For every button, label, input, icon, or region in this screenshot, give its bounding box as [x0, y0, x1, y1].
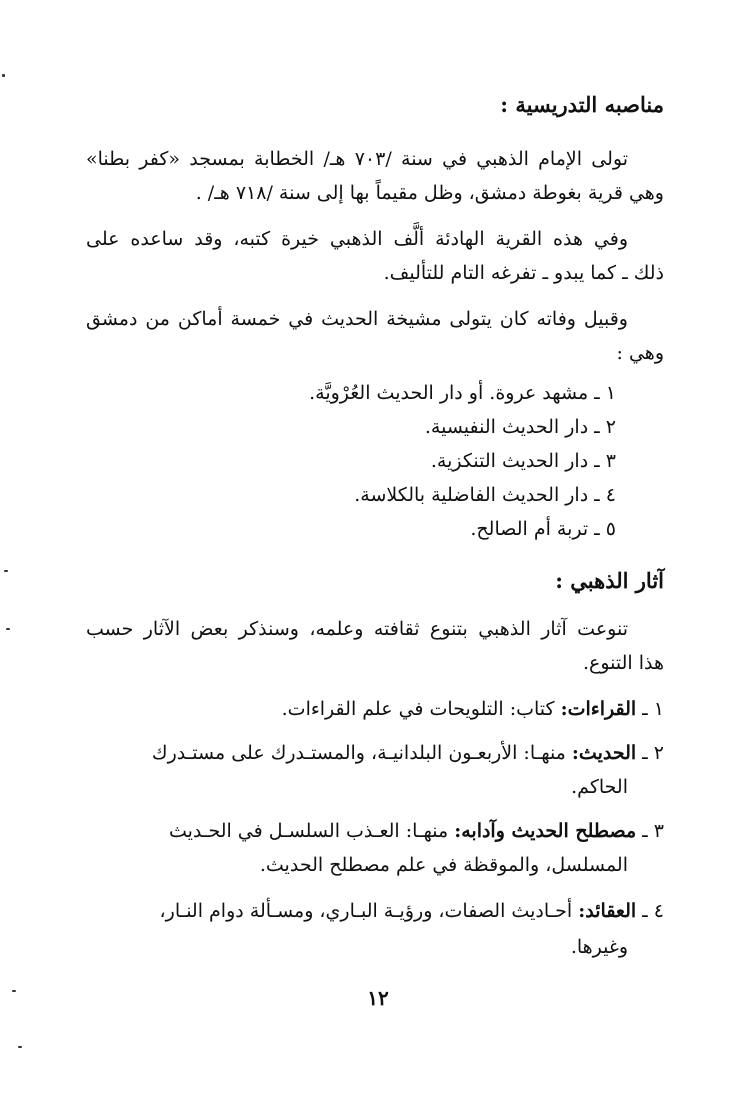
list-item	[86, 376, 616, 410]
works-item-text: كتاب: التلويحات في علم القراءات.	[281, 698, 555, 720]
works-item-continuation: الحاكم.	[571, 776, 628, 798]
list-item-text: مشهد عروة. أو دار الحديث العُرْويَّة.	[309, 382, 589, 404]
paragraph-line: وهي قرية بغوطة دمشق، وظل مقيماً بها إلى سنة /٧١٨ هـ/ .	[195, 182, 664, 204]
works-item-text: منهـا: الأربعـون البلدانيـة، والمستـدرك على مستـدرك	[151, 742, 566, 764]
works-item-text: منهـا: العـذب السلسـل في الحـديث	[168, 820, 449, 842]
paragraph-line: هذا التنوع.	[582, 652, 664, 674]
section-heading-teaching-posts: مناصبه التدريسية :	[500, 92, 664, 117]
works-item	[86, 692, 664, 726]
list-item-number: ٤ ـ	[594, 484, 616, 506]
works-item-text: أحـاديث الصفات، ورؤيـة البـاري، ومسـألة دوام النـار،	[159, 900, 573, 922]
list-item-number: ٣ ـ	[594, 450, 616, 472]
works-item-title: القراءات:	[560, 698, 637, 720]
list-item-text: دار الحديث التنكزية.	[430, 450, 589, 472]
scan-speck	[2, 74, 5, 77]
paragraph-line: وهي :	[616, 342, 664, 364]
list-item-number: ٥ ـ	[594, 518, 616, 540]
works-item	[86, 736, 664, 770]
paragraph-line: تولى الإمام الذهبي في سنة /٧٠٣ هـ/ الخطابة بمسجد «كفر بطنا»	[86, 148, 628, 170]
works-item-number: ١ ـ	[642, 698, 664, 720]
list-item	[86, 410, 616, 444]
works-item-title: العقائد:	[578, 900, 637, 922]
scan-speck	[12, 990, 16, 992]
list-item-text: دار الحديث الفاضلية بالكلاسة.	[354, 484, 589, 506]
works-item-continuation: وغيرها.	[570, 936, 628, 958]
paragraph-line: تنوعت آثار الذهبي بتنوع ثقافته وعلمه، وسنذكر بعض الآثار حسب	[86, 618, 628, 640]
works-item-title: الحديث:	[571, 742, 637, 764]
scan-speck	[4, 570, 8, 572]
list-item	[86, 478, 616, 512]
works-item-number: ٤ ـ	[642, 900, 664, 922]
list-item-text: دار الحديث النفيسية.	[424, 416, 589, 438]
paragraph-line: ذلك ـ كما يبدو ـ تفرغه التام للتأليف.	[383, 262, 664, 284]
works-item-number: ٢ ـ	[642, 742, 664, 764]
list-item-text: تربة أم الصالح.	[470, 518, 589, 540]
list-item-number: ٢ ـ	[594, 416, 616, 438]
scan-speck	[18, 1046, 22, 1048]
list-item	[86, 512, 616, 546]
works-item	[86, 894, 664, 928]
paragraph-line: وقبيل وفاته كان يتولى مشيخة الحديث في خمسة أماكن من دمشق	[86, 308, 628, 330]
paragraph-line: وفي هذه القرية الهادئة ألَّف الذهبي خيرة كتبه، وقد ساعده على	[86, 228, 628, 250]
works-item-number: ٣ ـ	[642, 820, 664, 842]
list-item-number: ١ ـ	[594, 382, 616, 404]
works-item	[86, 814, 664, 848]
list-item	[86, 444, 616, 478]
page-number: ١٢	[367, 986, 389, 1010]
works-item-continuation: المسلسل، والموقظة في علم مصطلح الحديث.	[259, 854, 628, 876]
works-item-title: مصطلح الحديث وآدابه:	[454, 820, 637, 842]
section-heading-works: آثار الذهبي :	[555, 568, 664, 593]
scan-speck	[6, 628, 10, 630]
